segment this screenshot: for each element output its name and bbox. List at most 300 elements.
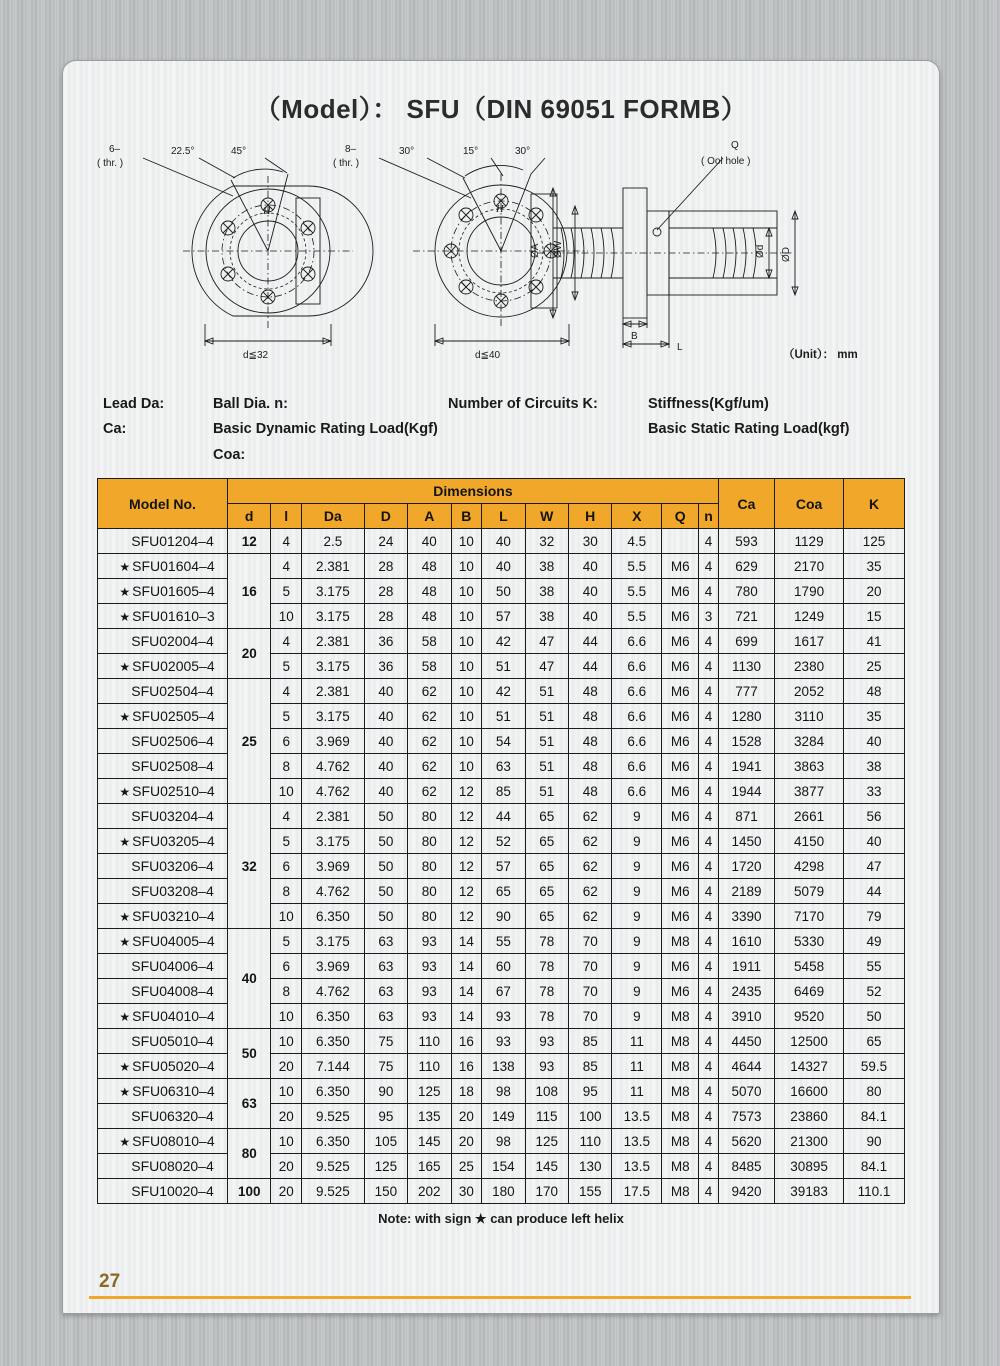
cell-A: 80 [408, 854, 451, 879]
cell-model-no [98, 704, 228, 729]
cell-A: 48 [408, 579, 451, 604]
cell-Ca: 7573 [718, 1104, 774, 1129]
cell-L: 54 [482, 729, 525, 754]
cell-Coa: 3110 [775, 704, 844, 729]
cell-L: 63 [482, 754, 525, 779]
middle-angle-15: 15° [463, 146, 479, 157]
cell-l: 8 [271, 879, 302, 904]
cell-X: 6.6 [612, 754, 662, 779]
header-n: n [699, 504, 719, 529]
cell-X: 5.5 [612, 554, 662, 579]
cell-Da: 3.175 [302, 579, 365, 604]
table-row[interactable] [98, 979, 905, 1004]
table-row[interactable] [98, 1154, 905, 1179]
cell-D: 125 [364, 1154, 407, 1179]
cell-d: 100 [228, 1179, 271, 1204]
cell-B: 14 [451, 1004, 482, 1029]
model-no-text: SFU02510–4 [132, 783, 215, 800]
dim-phi-d-large: ØD [781, 247, 792, 262]
dim-phi-a: ØA [530, 243, 541, 258]
cell-model-no [98, 529, 228, 554]
model-no-text: SFU03204–4 [131, 808, 214, 825]
drawing-flange-6-hole [97, 144, 373, 361]
cell-Da: 3.175 [302, 929, 365, 954]
cell-D: 150 [364, 1179, 407, 1204]
cell-X: 13.5 [612, 1129, 662, 1154]
cell-Da: 9.525 [302, 1104, 365, 1129]
model-no-text: SFU01604–4 [132, 558, 215, 575]
cell-X: 6.6 [612, 679, 662, 704]
table-row[interactable] [98, 754, 905, 779]
table-row[interactable] [98, 804, 905, 829]
cell-Coa: 16600 [775, 1079, 844, 1104]
cell-model-no [98, 979, 228, 1004]
cell-d: 80 [228, 1129, 271, 1179]
cell-W: 47 [525, 654, 568, 679]
cell-Da: 2.381 [302, 554, 365, 579]
cell-H: 30 [569, 529, 612, 554]
cell-W: 32 [525, 529, 568, 554]
cell-K: 40 [844, 829, 905, 854]
cell-W: 145 [525, 1154, 568, 1179]
cell-Ca: 777 [718, 679, 774, 704]
cell-Da: 3.969 [302, 729, 365, 754]
cell-A: 93 [408, 1004, 451, 1029]
table-row[interactable] [98, 1129, 905, 1154]
cell-L: 98 [482, 1079, 525, 1104]
cell-n: 4 [699, 1054, 719, 1079]
cell-Da: 4.762 [302, 879, 365, 904]
cell-L: 51 [482, 654, 525, 679]
cell-D: 90 [364, 1079, 407, 1104]
table-row[interactable] [98, 679, 905, 704]
cell-D: 75 [364, 1029, 407, 1054]
cell-n: 4 [699, 654, 719, 679]
cell-B: 10 [451, 629, 482, 654]
cell-H: 62 [569, 904, 612, 929]
header-k: K [844, 479, 905, 529]
legend-dynamic-load: Basic Dynamic Rating Load(Kgf) Coa: [213, 421, 438, 463]
table-row[interactable] [98, 554, 905, 579]
cell-A: 62 [408, 679, 451, 704]
cell-model-no [98, 929, 228, 954]
cell-n: 4 [699, 904, 719, 929]
cell-B: 18 [451, 1079, 482, 1104]
cell-Q: M6 [662, 579, 699, 604]
cell-W: 38 [525, 579, 568, 604]
cell-model-no [98, 679, 228, 704]
cell-n: 4 [699, 554, 719, 579]
header-H: H [569, 504, 612, 529]
table-row[interactable] [98, 854, 905, 879]
model-no-text: SFU02005–4 [132, 658, 215, 675]
cell-Coa: 1249 [775, 604, 844, 629]
cell-L: 85 [482, 779, 525, 804]
cell-B: 12 [451, 879, 482, 904]
cell-X: 9 [612, 1004, 662, 1029]
cell-model-no [98, 1179, 228, 1204]
cell-H: 95 [569, 1079, 612, 1104]
cell-model-no [98, 879, 228, 904]
cell-B: 14 [451, 954, 482, 979]
table-row[interactable] [98, 1029, 905, 1054]
cell-K: 47 [844, 854, 905, 879]
cell-W: 51 [525, 679, 568, 704]
cell-n: 4 [699, 1029, 719, 1054]
cell-model-no [98, 829, 228, 854]
cell-W: 78 [525, 954, 568, 979]
cell-W: 65 [525, 904, 568, 929]
cell-Coa: 30895 [775, 1154, 844, 1179]
cell-X: 13.5 [612, 1104, 662, 1129]
table-row[interactable] [98, 604, 905, 629]
cell-Q: M8 [662, 1029, 699, 1054]
cell-X: 6.6 [612, 654, 662, 679]
table-row[interactable] [98, 1104, 905, 1129]
cell-L: 93 [482, 1029, 525, 1054]
header-W: W [525, 504, 568, 529]
cell-L: 42 [482, 629, 525, 654]
cell-l: 8 [271, 754, 302, 779]
cell-X: 11 [612, 1029, 662, 1054]
cell-Q: M6 [662, 879, 699, 904]
cell-W: 78 [525, 979, 568, 1004]
cell-K: 48 [844, 679, 905, 704]
table-row[interactable] [98, 529, 905, 554]
cell-X: 9 [612, 929, 662, 954]
cell-A: 58 [408, 654, 451, 679]
cell-l: 10 [271, 904, 302, 929]
cell-Q: M6 [662, 804, 699, 829]
cell-K: 110.1 [844, 1179, 905, 1204]
cell-B: 10 [451, 654, 482, 679]
model-no-text: SFU02504–4 [131, 683, 214, 700]
table-row[interactable] [98, 1179, 905, 1204]
cell-X: 9 [612, 979, 662, 1004]
cell-Q: M6 [662, 629, 699, 654]
cell-H: 48 [569, 754, 612, 779]
model-no-text: SFU04005–4 [132, 933, 215, 950]
cell-H: 62 [569, 804, 612, 829]
cell-model-no [98, 629, 228, 654]
cell-Coa: 4150 [775, 829, 844, 854]
cell-Q [662, 529, 699, 554]
cell-B: 10 [451, 704, 482, 729]
cell-l: 4 [271, 529, 302, 554]
cell-Q: M8 [662, 1079, 699, 1104]
q-label: Q [731, 140, 739, 151]
cell-D: 50 [364, 879, 407, 904]
cell-B: 20 [451, 1104, 482, 1129]
cell-l: 5 [271, 929, 302, 954]
cell-A: 80 [408, 904, 451, 929]
cell-B: 30 [451, 1179, 482, 1204]
cell-X: 5.5 [612, 579, 662, 604]
cell-l: 10 [271, 779, 302, 804]
cell-H: 48 [569, 729, 612, 754]
table-row[interactable] [98, 904, 905, 929]
cell-W: 78 [525, 1004, 568, 1029]
cell-L: 40 [482, 554, 525, 579]
cell-n: 4 [699, 804, 719, 829]
cell-n: 4 [699, 829, 719, 854]
cell-A: 48 [408, 554, 451, 579]
cell-l: 20 [271, 1104, 302, 1129]
cell-D: 36 [364, 629, 407, 654]
cell-Da: 3.969 [302, 954, 365, 979]
cell-Da: 6.350 [302, 1079, 365, 1104]
cell-Q: M8 [662, 1054, 699, 1079]
table-note: Note: with sign ★ can produce left helix [378, 1211, 624, 1227]
cell-l: 10 [271, 1029, 302, 1054]
specification-table [97, 478, 905, 1204]
cell-X: 9 [612, 829, 662, 854]
cell-X: 5.5 [612, 604, 662, 629]
cell-K: 125 [844, 529, 905, 554]
cell-K: 25 [844, 654, 905, 679]
cell-D: 40 [364, 679, 407, 704]
cell-Ca: 871 [718, 804, 774, 829]
legend-row-1 [103, 392, 899, 417]
cell-H: 85 [569, 1029, 612, 1054]
cell-H: 44 [569, 629, 612, 654]
cell-Da: 3.175 [302, 654, 365, 679]
cell-W: 51 [525, 704, 568, 729]
cell-Q: M8 [662, 1004, 699, 1029]
cell-Q: M6 [662, 754, 699, 779]
legend-spacer [448, 417, 648, 468]
cell-D: 63 [364, 1004, 407, 1029]
cell-B: 14 [451, 979, 482, 1004]
cell-Coa: 1617 [775, 629, 844, 654]
cell-X: 9 [612, 879, 662, 904]
cell-Q: M6 [662, 679, 699, 704]
cell-B: 10 [451, 554, 482, 579]
model-no-text: SFU01204–4 [131, 533, 214, 550]
cell-D: 75 [364, 1054, 407, 1079]
cell-n: 4 [699, 1154, 719, 1179]
legend-row-2 [103, 417, 899, 468]
cell-A: 145 [408, 1129, 451, 1154]
cell-B: 12 [451, 854, 482, 879]
cell-D: 63 [364, 954, 407, 979]
model-no-text: SFU08010–4 [132, 1133, 215, 1150]
page-footer [63, 1267, 939, 1313]
left-helix-star-icon: ★ [119, 785, 131, 800]
header-l: l [271, 504, 302, 529]
drawing-flange-8-hole [333, 144, 588, 361]
cell-D: 50 [364, 854, 407, 879]
cell-X: 6.6 [612, 704, 662, 729]
cell-W: 170 [525, 1179, 568, 1204]
cell-Da: 9.525 [302, 1179, 365, 1204]
model-no-text: SFU08020–4 [131, 1158, 214, 1175]
cell-K: 59.5 [844, 1054, 905, 1079]
cell-Q: M8 [662, 1129, 699, 1154]
header-dimensions: Dimensions [228, 479, 719, 504]
middle-holes-label: 8– [345, 144, 357, 155]
cell-Ca: 4644 [718, 1054, 774, 1079]
table-row[interactable] [98, 929, 905, 954]
cell-B: 16 [451, 1029, 482, 1054]
model-no-text: SFU02508–4 [131, 758, 214, 775]
cell-D: 24 [364, 529, 407, 554]
table-row[interactable] [98, 729, 905, 754]
cell-D: 28 [364, 604, 407, 629]
header-coa: Coa [775, 479, 844, 529]
cell-L: 93 [482, 1004, 525, 1029]
table-row[interactable] [98, 1004, 905, 1029]
cell-n: 4 [699, 754, 719, 779]
cell-l: 6 [271, 854, 302, 879]
cell-L: 42 [482, 679, 525, 704]
cell-A: 125 [408, 1079, 451, 1104]
table-row[interactable] [98, 654, 905, 679]
footer-accent-bar [89, 1296, 911, 1299]
left-helix-star-icon: ★ [119, 910, 131, 925]
cell-l: 10 [271, 1004, 302, 1029]
legend-block [103, 392, 899, 468]
cell-K: 50 [844, 1004, 905, 1029]
cell-D: 40 [364, 704, 407, 729]
cell-model-no [98, 904, 228, 929]
cell-B: 12 [451, 779, 482, 804]
table-row[interactable] [98, 779, 905, 804]
cell-Ca: 593 [718, 529, 774, 554]
cell-Coa: 2661 [775, 804, 844, 829]
cell-K: 49 [844, 929, 905, 954]
cell-A: 62 [408, 704, 451, 729]
cell-model-no [98, 779, 228, 804]
cell-Coa: 12500 [775, 1029, 844, 1054]
table-body [98, 529, 905, 1204]
cell-Da: 3.175 [302, 829, 365, 854]
cell-n: 4 [699, 704, 719, 729]
table-row[interactable] [98, 879, 905, 904]
header-model-no: Model No. [98, 479, 228, 529]
cell-H: 155 [569, 1179, 612, 1204]
cell-X: 11 [612, 1054, 662, 1079]
cell-Ca: 1944 [718, 779, 774, 804]
cell-K: 44 [844, 879, 905, 904]
cell-X: 11 [612, 1079, 662, 1104]
cell-B: 10 [451, 729, 482, 754]
cell-Coa: 1129 [775, 529, 844, 554]
header-B: B [451, 504, 482, 529]
cell-Q: M6 [662, 604, 699, 629]
cell-Ca: 1528 [718, 729, 774, 754]
model-no-text: SFU01610–3 [132, 608, 215, 625]
cell-W: 51 [525, 779, 568, 804]
cell-W: 51 [525, 754, 568, 779]
cell-n: 4 [699, 979, 719, 1004]
cell-Coa: 14327 [775, 1054, 844, 1079]
left-center-mark: H [263, 206, 271, 217]
cell-l: 5 [271, 829, 302, 854]
cell-A: 110 [408, 1054, 451, 1079]
cell-H: 62 [569, 829, 612, 854]
catalog-sheet [62, 60, 940, 1314]
cell-Q: M6 [662, 554, 699, 579]
cell-B: 12 [451, 904, 482, 929]
cell-H: 85 [569, 1054, 612, 1079]
middle-center-mark: H [496, 204, 504, 215]
cell-model-no [98, 1154, 228, 1179]
table-row[interactable] [98, 1054, 905, 1079]
cell-K: 15 [844, 604, 905, 629]
table-row[interactable] [98, 629, 905, 654]
cell-W: 38 [525, 604, 568, 629]
left-helix-star-icon: ★ [119, 610, 131, 625]
table-row[interactable] [98, 954, 905, 979]
table-row[interactable] [98, 579, 905, 604]
cell-Da: 3.175 [302, 704, 365, 729]
cell-model-no [98, 1079, 228, 1104]
cell-Coa: 9520 [775, 1004, 844, 1029]
cell-l: 20 [271, 1179, 302, 1204]
cell-A: 135 [408, 1104, 451, 1129]
middle-caption: d≦40 [475, 350, 501, 361]
cell-X: 6.6 [612, 629, 662, 654]
cell-L: 138 [482, 1054, 525, 1079]
left-helix-star-icon: ★ [119, 1010, 131, 1025]
cell-D: 28 [364, 554, 407, 579]
cell-d: 50 [228, 1029, 271, 1079]
cell-W: 125 [525, 1129, 568, 1154]
cell-D: 105 [364, 1129, 407, 1154]
cell-Ca: 4450 [718, 1029, 774, 1054]
table-row[interactable] [98, 829, 905, 854]
cell-H: 100 [569, 1104, 612, 1129]
cell-Q: M6 [662, 779, 699, 804]
left-angle-45: 45° [231, 146, 247, 157]
model-no-text: SFU06310–4 [132, 1083, 215, 1100]
model-no-text: SFU01605–4 [132, 583, 215, 600]
cell-Q: M6 [662, 854, 699, 879]
cell-Da: 2.381 [302, 804, 365, 829]
cell-D: 40 [364, 754, 407, 779]
cell-model-no [98, 729, 228, 754]
cell-A: 58 [408, 629, 451, 654]
cell-K: 35 [844, 554, 905, 579]
cell-L: 154 [482, 1154, 525, 1179]
cell-B: 16 [451, 1054, 482, 1079]
model-no-text: SFU04008–4 [131, 983, 214, 1000]
header-Q: Q [662, 504, 699, 529]
cell-A: 48 [408, 604, 451, 629]
cell-Q: M6 [662, 979, 699, 1004]
cell-Ca: 1720 [718, 854, 774, 879]
cell-Q: M6 [662, 704, 699, 729]
cell-H: 70 [569, 1004, 612, 1029]
cell-n: 4 [699, 729, 719, 754]
cell-n: 4 [699, 854, 719, 879]
dim-phi-w: ØW [553, 240, 564, 258]
cell-B: 10 [451, 679, 482, 704]
cell-Da: 7.144 [302, 1054, 365, 1079]
table-row[interactable] [98, 704, 905, 729]
table-head [98, 479, 905, 529]
cell-X: 9 [612, 954, 662, 979]
cell-D: 28 [364, 579, 407, 604]
left-helix-star-icon: ★ [119, 660, 131, 675]
cell-d: 63 [228, 1079, 271, 1129]
cell-Ca: 1610 [718, 929, 774, 954]
header-L: L [482, 504, 525, 529]
cell-Coa: 5079 [775, 879, 844, 904]
cell-n: 4 [699, 954, 719, 979]
table-row[interactable] [98, 1079, 905, 1104]
